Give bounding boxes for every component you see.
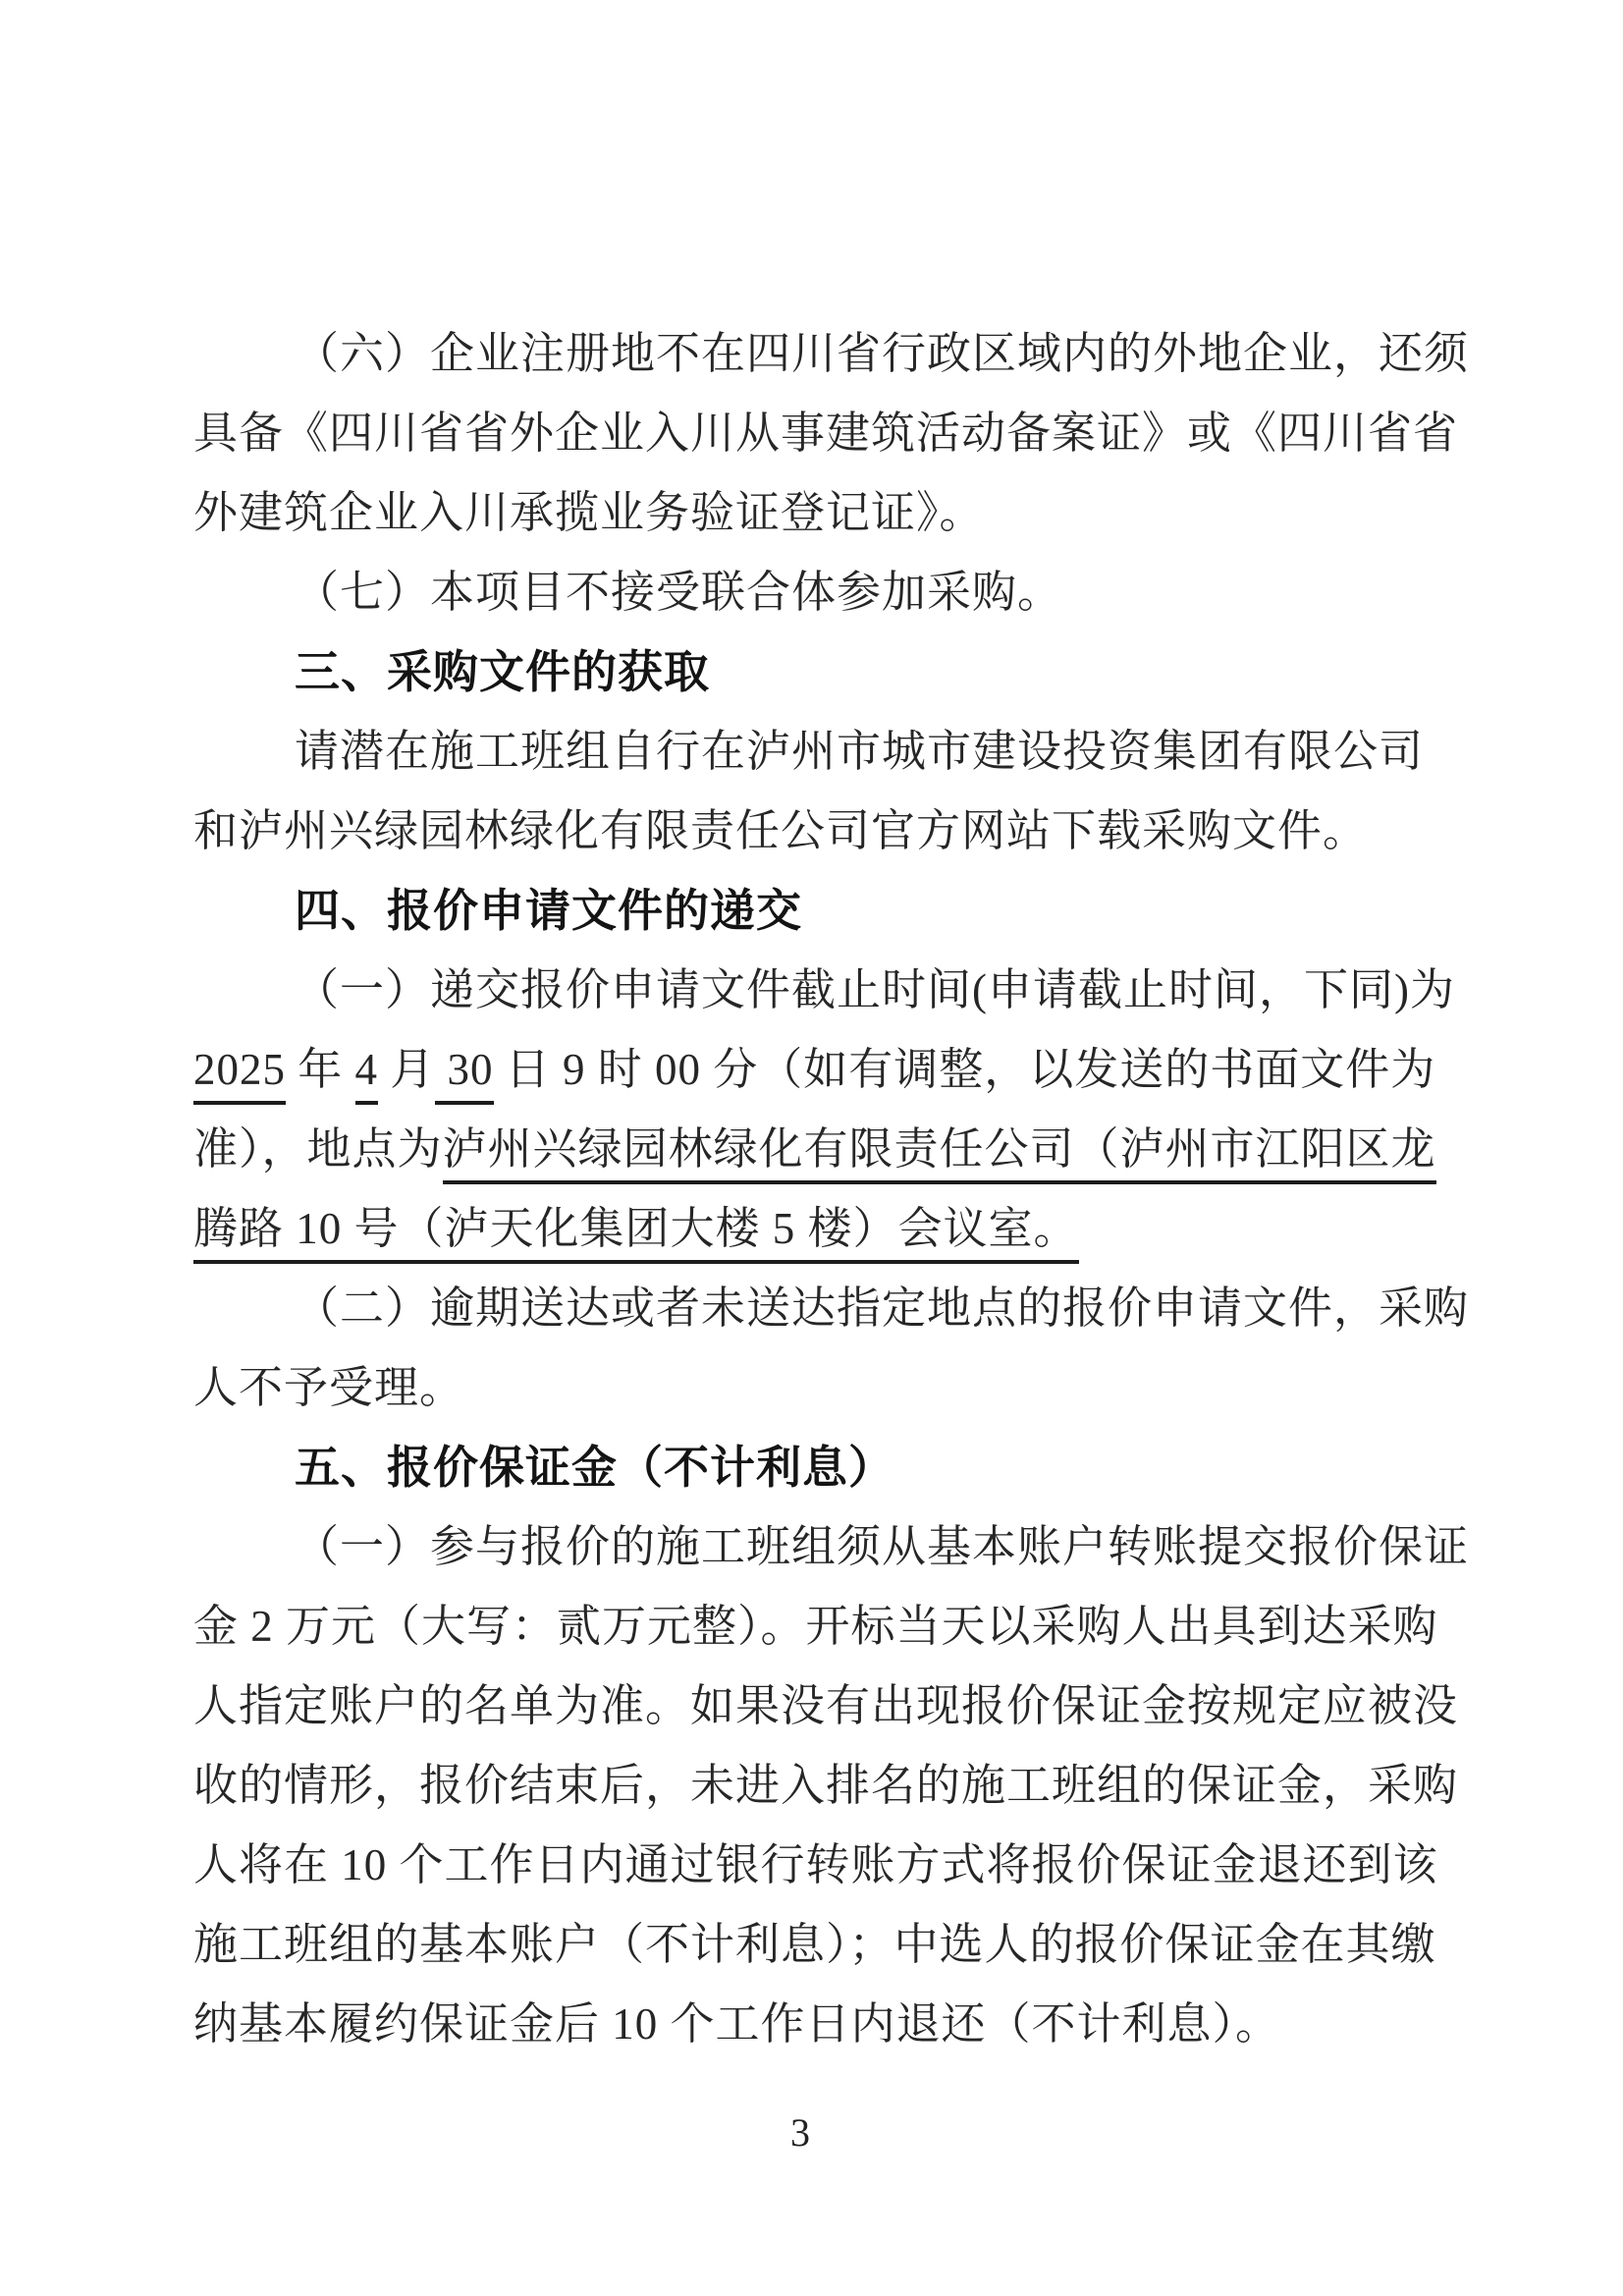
text-segment: 施工班组的基本账户（不计利息）；中选人的报价保证金在其缴: [193, 1920, 1436, 1969]
text-segment: 五、报价保证金（不计利息）: [295, 1442, 894, 1493]
text-segment: 日 9 时 00 分（如有调整，以发送的书面文件为: [493, 1045, 1436, 1094]
text-segment: （六）企业注册地不在四川省行政区域内的外地企业，还须: [295, 329, 1470, 378]
text-line: [193, 1030, 1440, 1110]
text-line: [193, 712, 1440, 792]
section-heading: [193, 632, 1440, 712]
text-line: [193, 473, 1440, 553]
text-line: [193, 314, 1470, 394]
text-line: [193, 1269, 1470, 1348]
text-segment: 具备《四川省省外企业入川从事建筑活动备案证》或《四川省省: [193, 409, 1459, 458]
underlined-text: 30: [435, 1045, 493, 1105]
text-line: [193, 1348, 1440, 1428]
text-line: [193, 1667, 1459, 1746]
text-segment: 四、报价申请文件的递交: [295, 885, 802, 936]
text-segment: 收的情形，报价结束后，未进入排名的施工班组的保证金，采购: [193, 1761, 1459, 1810]
page-number: 3: [790, 2110, 810, 2155]
page-footer: [0, 2109, 1600, 2156]
text-segment: （一）参与报价的施工班组须从基本账户转账提交报价保证: [295, 1522, 1470, 1571]
text-line: [193, 1189, 1440, 1269]
text-segment: 人不予受理。: [193, 1363, 465, 1412]
underlined-text: 2025: [193, 1045, 286, 1105]
underlined-text: 4: [355, 1045, 379, 1105]
text-segment: （一）递交报价申请文件截止时间(申请截止时间，下同)为: [295, 965, 1455, 1014]
text-line: [193, 1587, 1440, 1667]
text-line: [193, 1826, 1440, 1905]
text-line: [193, 394, 1459, 473]
text-block: [193, 314, 1470, 2064]
text-segment: 外建筑企业入川承揽业务验证登记证》。: [193, 488, 985, 537]
text-segment: 准），地点为: [193, 1124, 443, 1174]
text-segment: 金 2 万元（大写：贰万元整）。开标当天以采购人出具到达采购: [193, 1602, 1438, 1651]
text-line: [193, 951, 1455, 1030]
text-line: [193, 1746, 1459, 1826]
text-segment: 年: [286, 1045, 355, 1094]
text-segment: （二）逾期送达或者未送达指定地点的报价申请文件，采购: [295, 1284, 1470, 1333]
underlined-text: 泸州兴绿园林绿化有限责任公司（泸州市江阳区龙: [443, 1124, 1436, 1184]
text-line: [193, 792, 1440, 871]
text-segment: 月: [378, 1045, 436, 1094]
text-line: [193, 1905, 1440, 1985]
text-segment: （七）本项目不接受联合体参加采购。: [295, 568, 1063, 617]
text-segment: 人将在 10 个工作日内通过银行转账方式将报价保证金退还到该: [193, 1840, 1438, 1889]
text-line: [193, 1110, 1440, 1189]
text-segment: 人指定账户的名单为准。如果没有出现报价保证金按规定应被没: [193, 1681, 1459, 1730]
text-line: [193, 553, 1440, 632]
text-line: [193, 1985, 1440, 2064]
text-segment: 纳基本履约保证金后 10 个工作日内退还（不计利息）。: [193, 1999, 1281, 2049]
underlined-text: 腾路 10 号（泸天化集团大楼 5 楼）会议室。: [193, 1204, 1079, 1264]
text-segment: 三、采购文件的获取: [295, 646, 710, 697]
section-heading: [193, 1428, 1440, 1507]
text-segment: 请潜在施工班组自行在泸州市城市建设投资集团有限公司: [295, 727, 1425, 776]
section-heading: [193, 871, 1440, 951]
text-line: [193, 1507, 1470, 1587]
text-segment: 和泸州兴绿园林绿化有限责任公司官方网站下载采购文件。: [193, 806, 1369, 855]
